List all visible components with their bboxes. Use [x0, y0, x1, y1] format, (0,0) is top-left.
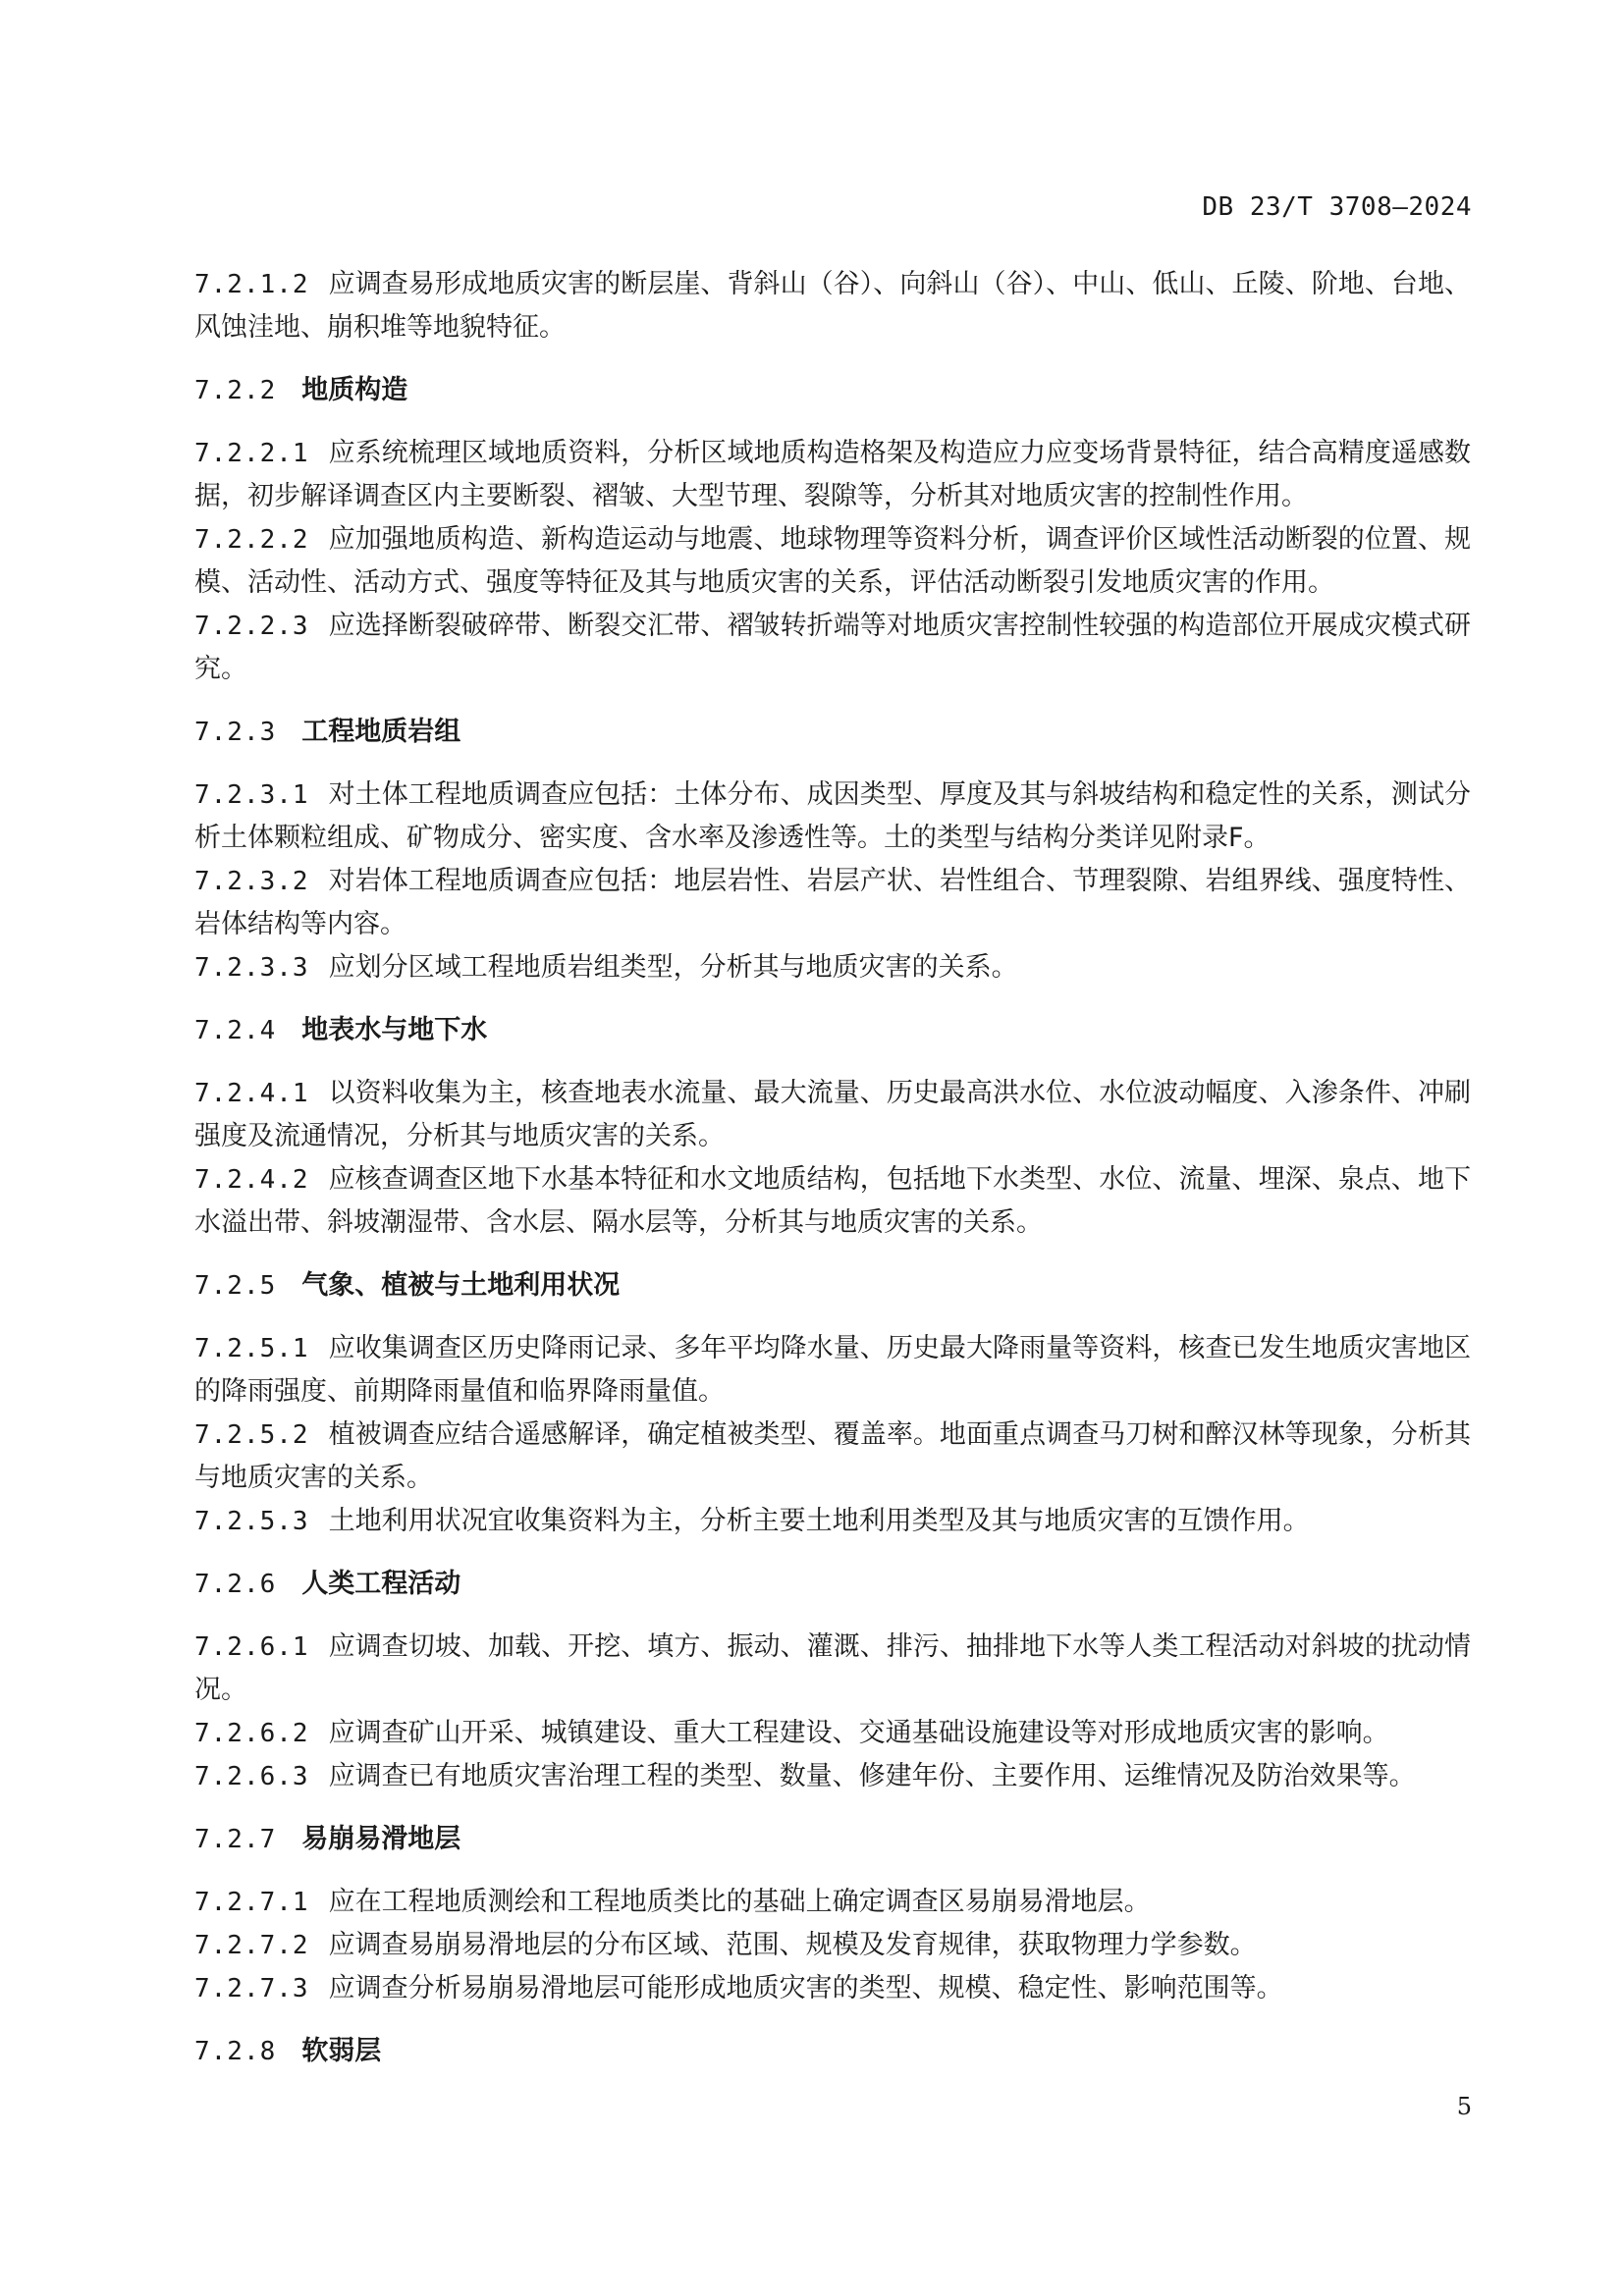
clause-paragraph	[194, 774, 1471, 860]
clause-paragraph	[194, 432, 1471, 518]
clause-text: 植被调查应结合遥感解译，确定植被类型、覆盖率。地面重点调查马刀树和醉汉林等现象，分析其与地质灾害的关系。	[194, 1419, 1471, 1493]
clause-text: 应调查已有地质灾害治理工程的类型、数量、修建年份、主要作用、运维情况及防治效果等。	[328, 1761, 1416, 1791]
clause-text: 应核查调查区地下水基本特征和水文地质结构，包括地下水类型、水位、流量、埋深、泉点、地下水溢出带、斜坡潮湿带、含水层、隔水层等，分析其与地质灾害的关系。	[194, 1164, 1471, 1238]
section-heading	[194, 1563, 1471, 1606]
clause-number: 7.2.7.2	[194, 1931, 309, 1960]
clause-number: 7.2.5.1	[194, 1334, 309, 1363]
clause-number: 7.2.7.3	[194, 1974, 309, 2003]
section-heading	[194, 1264, 1471, 1308]
clause-text: 土地利用状况宜收集资料为主，分析主要土地利用类型及其与地质灾害的互馈作用。	[328, 1506, 1310, 1536]
section-number: 7.2.5	[194, 1271, 277, 1301]
clause-text: 应调查切坡、加载、开挖、填方、振动、灌溉、排污、抽排地下水等人类工程活动对斜坡的扰动情况。	[194, 1631, 1471, 1705]
document-body	[194, 263, 1471, 2093]
clause-number: 7.2.6.3	[194, 1762, 309, 1791]
section-heading	[194, 369, 1471, 412]
clause-text: 应调查易形成地质灾害的断层崖、背斜山（谷）、向斜山（谷）、中山、低山、丘陵、阶地、台地、风蚀洼地、崩积堆等地貌特征。	[194, 269, 1471, 343]
clause-number: 7.2.1.2	[194, 270, 309, 299]
clause-text: 应系统梳理区域地质资料，分析区域地质构造格架及构造应力应变场背景特征，结合高精度遥感数据，初步解译调查区内主要断裂、褶皱、大型节理、裂隙等，分析其对地质灾害的控制性作用。	[194, 438, 1471, 511]
clause-text: 应调查矿山开采、城镇建设、重大工程建设、交通基础设施建设等对形成地质灾害的影响。	[328, 1718, 1389, 1748]
section-title: 软弱层	[301, 2036, 382, 2066]
section-title: 人类工程活动	[301, 1569, 461, 1599]
clause-paragraph	[194, 1755, 1471, 1798]
section-title: 地表水与地下水	[301, 1015, 488, 1045]
clause-text: 对土体工程地质调查应包括：土体分布、成因类型、厚度及其与斜坡结构和稳定性的关系，测试分析土体颗粒组成、矿物成分、密实度、含水率及渗透性等。土的类型与结构分类详见附录F。	[194, 779, 1471, 853]
page-number: 5	[1456, 2093, 1472, 2120]
clause-paragraph	[194, 1626, 1471, 1712]
clause-text: 应调查易崩易滑地层的分布区域、范围、规模及发育规律，获取物理力学参数。	[328, 1930, 1257, 1960]
clause-number: 7.2.3.2	[194, 867, 309, 896]
section-number: 7.2.4	[194, 1016, 277, 1045]
clause-paragraph	[194, 1967, 1471, 2010]
clause-number: 7.2.4.1	[194, 1079, 309, 1108]
clause-paragraph	[194, 1072, 1471, 1158]
section-heading	[194, 1009, 1471, 1052]
clause-paragraph	[194, 860, 1471, 946]
document-code: DB 23/T 3708—2024	[1202, 192, 1472, 222]
clause-number: 7.2.5.2	[194, 1420, 309, 1450]
clause-number: 7.2.4.2	[194, 1165, 309, 1195]
clause-number: 7.2.3.3	[194, 953, 309, 983]
clause-paragraph	[194, 946, 1471, 989]
clause-text: 以资料收集为主，核查地表水流量、最大流量、历史最高洪水位、水位波动幅度、入渗条件、冲刷强度及流通情况，分析其与地质灾害的关系。	[194, 1078, 1471, 1151]
clause-number: 7.2.3.1	[194, 780, 309, 810]
clause-paragraph	[194, 1712, 1471, 1755]
clause-text: 应划分区域工程地质岩组类型，分析其与地质灾害的关系。	[328, 952, 1018, 983]
section-number: 7.2.2	[194, 376, 277, 405]
clause-number: 7.2.2.1	[194, 439, 309, 468]
clause-paragraph	[194, 605, 1471, 691]
clause-text: 应选择断裂破碎带、断裂交汇带、褶皱转折端等对地质灾害控制性较强的构造部位开展成灾模式研究。	[194, 611, 1471, 684]
section-title: 易崩易滑地层	[301, 1824, 461, 1854]
clause-paragraph	[194, 518, 1471, 605]
section-number: 7.2.7	[194, 1825, 277, 1854]
clause-text: 对岩体工程地质调查应包括：地层岩性、岩层产状、岩性组合、节理裂隙、岩组界线、强度特性、岩体结构等内容。	[194, 866, 1471, 939]
section-number: 7.2.6	[194, 1570, 277, 1599]
section-heading	[194, 1818, 1471, 1861]
clause-number: 7.2.6.1	[194, 1632, 309, 1662]
clause-text: 应加强地质构造、新构造运动与地震、地球物理等资料分析，调查评价区域性活动断裂的位置、规模、活动性、活动方式、强度等特征及其与地质灾害的关系，评估活动断裂引发地质灾害的作用。	[194, 524, 1471, 598]
clause-number: 7.2.2.2	[194, 525, 309, 555]
clause-paragraph	[194, 1924, 1471, 1967]
section-title: 气象、植被与土地利用状况	[301, 1270, 621, 1301]
section-title: 工程地质岩组	[301, 717, 461, 747]
clause-text: 应收集调查区历史降雨记录、多年平均降水量、历史最大降雨量等资料，核查已发生地质灾害地区的降雨强度、前期降雨量值和临界降雨量值。	[194, 1333, 1471, 1407]
clause-number: 7.2.2.3	[194, 612, 309, 641]
section-heading	[194, 711, 1471, 754]
clause-paragraph	[194, 1881, 1471, 1924]
clause-number: 7.2.7.1	[194, 1888, 309, 1917]
clause-number: 7.2.6.2	[194, 1719, 309, 1748]
section-heading	[194, 2030, 1471, 2073]
clause-paragraph	[194, 1500, 1471, 1543]
clause-number: 7.2.5.3	[194, 1507, 309, 1536]
clause-text: 应调查分析易崩易滑地层可能形成地质灾害的类型、规模、稳定性、影响范围等。	[328, 1973, 1283, 2003]
section-title: 地质构造	[301, 375, 408, 405]
clause-paragraph	[194, 1414, 1471, 1500]
section-number: 7.2.8	[194, 2037, 277, 2066]
clause-paragraph	[194, 1158, 1471, 1245]
clause-paragraph	[194, 1327, 1471, 1414]
clause-paragraph	[194, 263, 1471, 349]
section-number: 7.2.3	[194, 718, 277, 747]
clause-text: 应在工程地质测绘和工程地质类比的基础上确定调查区易崩易滑地层。	[328, 1887, 1151, 1917]
